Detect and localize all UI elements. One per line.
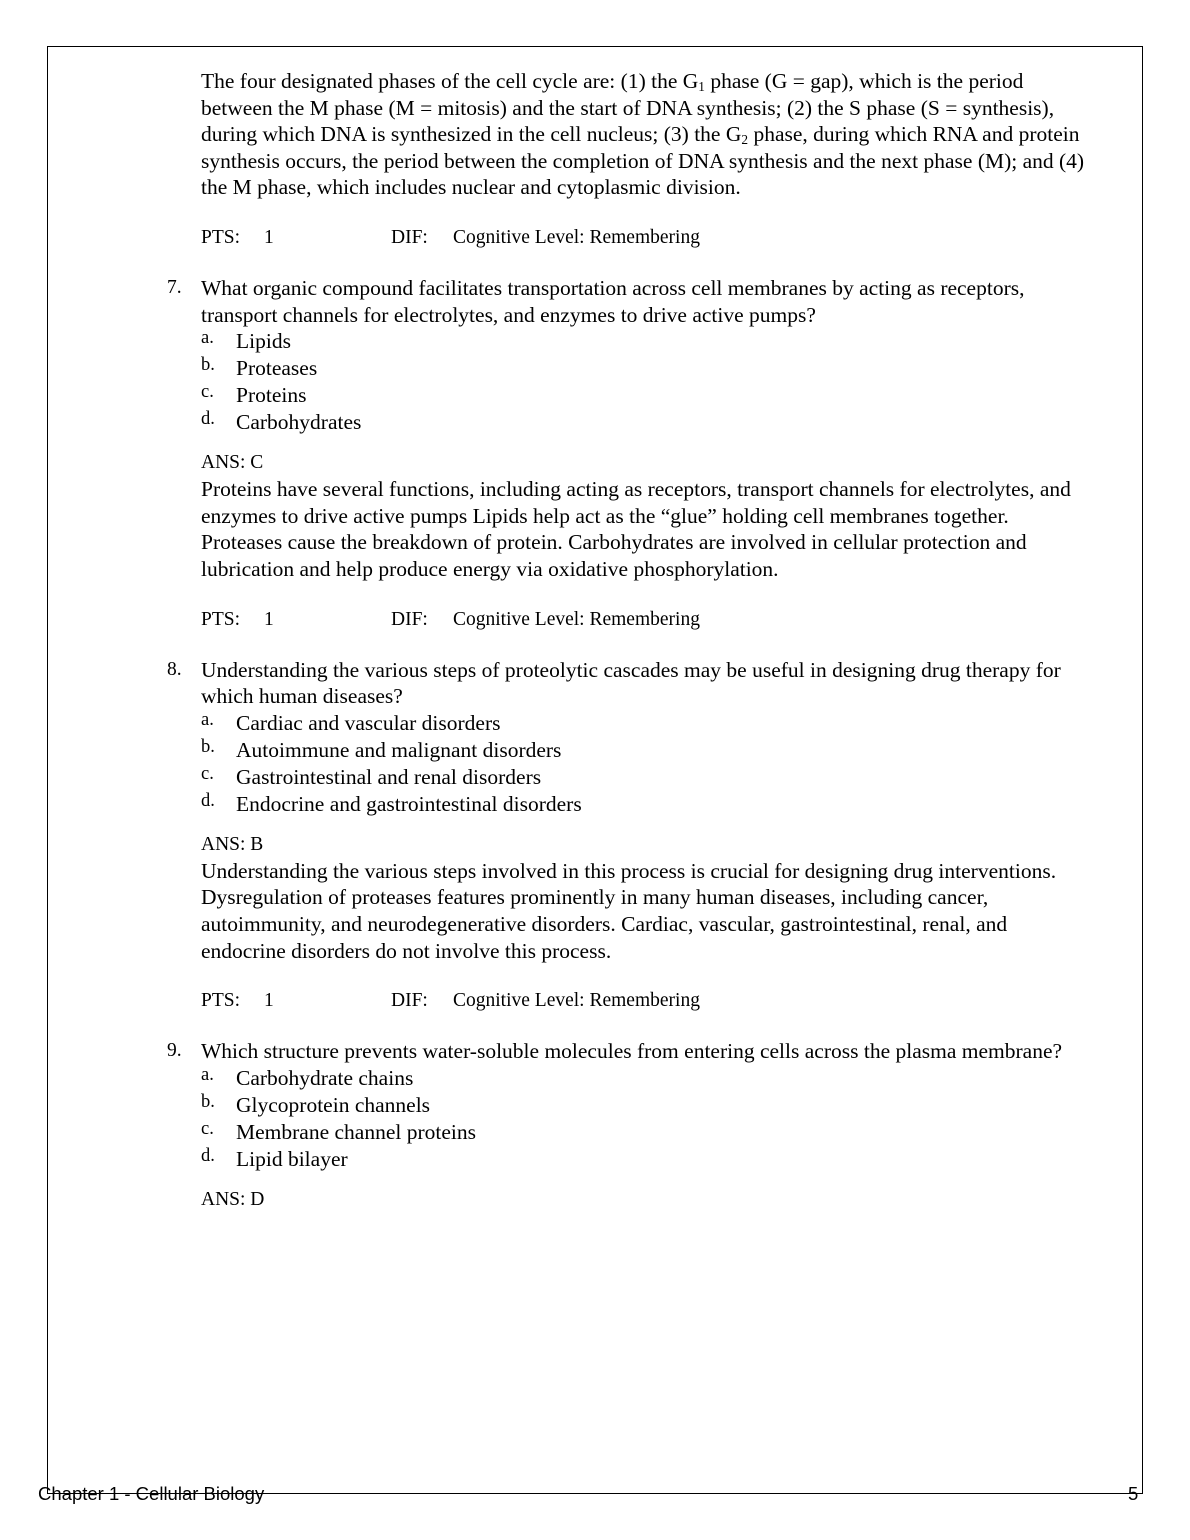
rationale: Understanding the various steps involved in this process is crucial for designing drug interventions. Dysregulation of proteases features prominently in many human diseases, including cancer, autoimmunity, and neurodegenerative disorders. Cardiac, vascular, gastrointestinal, renal, and endocrine disorders do not involve this process. <box>201 858 1057 963</box>
answer-key: ANS: C <box>201 452 264 474</box>
option-c: c. Proteins <box>201 382 307 408</box>
rationale: Proteins have several functions, including acting as receptors, transport channels for electrolytes, and enzymes to drive active pumps Lipids help act as the “glue” holding cell membranes together. Proteases cause the breakdown of protein. Carbohydrates are involved in cellular protection and lubrication and help produce energy via oxidative phosphorylation. <box>201 477 1071 581</box>
question-meta: PTS: 1 DIF: Cognitive Level: Remembering <box>201 607 1091 633</box>
question-stem: Which structure prevents water-soluble molecules from entering cells across the plasma membrane? <box>201 1039 1063 1064</box>
footer-page-number: 5 <box>1128 1483 1139 1504</box>
answer-options <box>201 710 1091 818</box>
question-number: 8. <box>167 658 182 680</box>
option-d: d. Endocrine and gastrointestinal disorders <box>201 790 582 816</box>
difficulty-value: Cognitive Level: Remembering <box>453 608 700 630</box>
option-d: d. Lipid bilayer <box>201 1145 348 1171</box>
option-b: b. Autoimmune and malignant disorders <box>201 736 562 762</box>
points-value: 1 <box>264 226 274 248</box>
question-meta: PTS: 1 DIF: Cognitive Level: Remembering <box>201 988 1091 1014</box>
option-b: b. Proteases <box>201 355 318 381</box>
page-content <box>167 68 1091 1213</box>
question-number: 7. <box>167 276 182 298</box>
intro-meta: PTS: 1 DIF: Cognitive Level: Remembering <box>201 225 1091 251</box>
points-value: 1 <box>264 608 274 630</box>
option-c: c. Gastrointestinal and renal disorders <box>201 763 542 789</box>
option-a: a. Lipids <box>201 328 291 354</box>
answer-key: ANS: B <box>201 833 264 855</box>
difficulty-value: Cognitive Level: Remembering <box>453 990 700 1012</box>
answer-key: ANS: D <box>201 1188 265 1210</box>
option-a: a. Carbohydrate chains <box>201 1064 414 1090</box>
option-d: d. Carbohydrates <box>201 409 362 435</box>
question-7 <box>167 275 1091 633</box>
option-a: a. Cardiac and vascular disorders <box>201 709 501 735</box>
option-c: c. Membrane channel proteins <box>201 1118 476 1144</box>
question-number: 9. <box>167 1040 182 1062</box>
question-9 <box>167 1038 1091 1213</box>
answer-options <box>201 1065 1091 1173</box>
intro-rationale: The four designated phases of the cell cycle are: (1) the $G_1$ phase (G = gap), which is the period between the M phase (M = mitosis) and the start of DNA synthesis; (2) the S phase (S = synthesis), during which DNA is synthesized in the cell nucleus; (3) the $G_2$ phase, during which RNA and protein synthesis occurs, the period between the completion of DNA synthesis and the next phase (M); and (4) the M phase, which includes nuclear and cytoplasmic division. <box>201 69 1085 200</box>
answer-options <box>201 328 1091 436</box>
points-value: 1 <box>264 990 274 1012</box>
difficulty-value: Cognitive Level: Remembering <box>453 226 700 248</box>
option-b: b. Glycoprotein channels <box>201 1091 431 1117</box>
question-8 <box>167 657 1091 1015</box>
question-stem: What organic compound facilitates transportation across cell membranes by acting as receptors, transport channels for electrolytes, and enzymes to drive active pumps? <box>201 275 1025 327</box>
footer-chapter-title: Chapter 1 - Cellular Biology <box>38 1483 265 1504</box>
question-stem: Understanding the various steps of proteolytic cascades may be useful in designing drug therapy for which human diseases? <box>201 657 1061 709</box>
